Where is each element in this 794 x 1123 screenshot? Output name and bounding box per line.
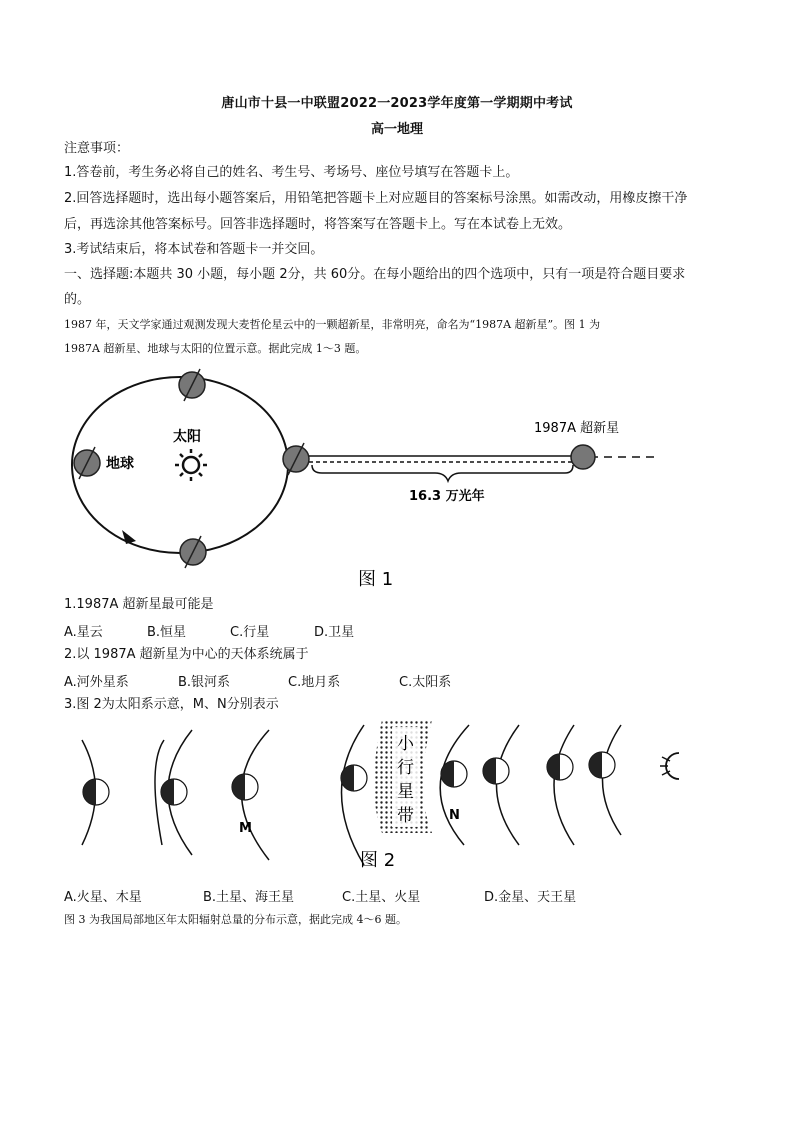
planet-m-label: M [239,821,252,836]
asteroid-belt-label-1: 小 [397,734,414,754]
section-instruction: 一、选择题:本题共 30 小题，每小题 2分，共 60分。在每小题给出的四个选项中，只有一项是符合题目要求 [64,267,686,282]
sun-icon-figure-2 [660,753,679,779]
intro-paragraph-figure-3: 图 3 为我国局部地区年太阳辐射总量的分布示意，据此完成 4～6 题。 [64,913,407,926]
intro-paragraph-line-1: 1987 年，天文学家通过观测发现大麦哲伦星云中的一颗超新星，非常明亮，命名为“1987A 超新星”。图 1 为 [64,318,601,331]
earth-orbit [72,377,288,553]
sun-label: 太阳 [173,429,201,445]
asteroid-belt-label-4: 带 [397,806,414,826]
earth-position-top [179,369,205,401]
planet-1 [82,740,109,845]
question-2-option-b[interactable]: B.银河系 [178,675,231,690]
supernova-label: 1987A 超新星 [534,421,620,436]
notice-item-2: 2.回答选择题时，选出每小题答案后，用铅笔把答题卡上对应题目的答案标号涂黑。如需改动，用橡皮擦干净 [64,191,688,206]
question-1-option-a[interactable]: A.星云 [64,625,103,640]
planet-n-label: N [449,808,460,823]
planet-8 [589,725,621,835]
notice-item-1: 1.答卷前，考生务必将自己的姓名、考生号、考场号、座位号填写在答题卡上。 [64,165,519,180]
distance-brace [312,465,573,481]
question-1-option-b[interactable]: B.恒星 [147,625,187,640]
question-1-option-c[interactable]: C.行星 [230,625,270,640]
earth-position-bottom [180,536,206,568]
question-2-option-d[interactable]: C.太阳系 [399,675,452,690]
question-3-option-a[interactable]: A.火星、木星 [64,890,142,905]
notice-item-2-cont: 后，再选涂其他答案标号。回答非选择题时，将答案写在答题卡上。写在本试卷上无效。 [64,217,572,232]
figure-2-solar-system-diagram [64,715,704,875]
planet-6 [483,725,519,845]
earth-label: 地球 [106,456,134,472]
distance-label: 16.3 万光年 [409,489,485,504]
notice-item-3: 3.考试结束后，将本试卷和答题卡一并交回。 [64,242,324,257]
question-3-option-b[interactable]: B.土星、海王星 [203,890,295,905]
planet-4 [341,725,367,865]
figure-1-orbit-diagram [60,365,740,595]
planet-n [440,725,469,845]
planet-7 [547,725,574,845]
question-2-option-c[interactable]: C.地月系 [288,675,341,690]
earth-position-left [74,447,100,479]
question-1-option-d[interactable]: D.卫星 [314,625,355,640]
intro-paragraph-line-2: 1987A 超新星、地球与太阳的位置示意。据此完成 1～3 题。 [64,342,367,355]
question-2-stem: 2.以 1987A 超新星为中心的天体系统属于 [64,647,309,662]
notice-heading: 注意事项： [64,141,130,156]
figure-1-caption: 图 1 [358,569,394,590]
figure-2-caption: 图 2 [360,850,396,871]
question-1-stem: 1.1987A 超新星最可能是 [64,597,214,612]
supernova-icon [571,445,595,469]
planet-m [232,730,269,860]
exam-subject: 高一地理 [370,122,423,137]
exam-title: 唐山市十县一中联盟2022一2023学年度第一学期期中考试 [221,96,573,111]
asteroid-belt-label-3: 星 [397,782,414,802]
planet-2 [155,730,192,855]
asteroid-belt-label-2: 行 [397,758,414,778]
question-3-option-c[interactable]: C.土星、火星 [342,890,421,905]
question-2-option-a[interactable]: A.河外星系 [64,675,129,690]
sun-icon [175,449,207,481]
question-3-stem: 3.图 2为太阳系示意，M、N分别表示 [64,697,279,712]
section-instruction-cont: 的。 [64,292,91,307]
question-3-option-d[interactable]: D.金星、天王星 [484,890,577,905]
orbit-direction-arrow [122,530,136,544]
